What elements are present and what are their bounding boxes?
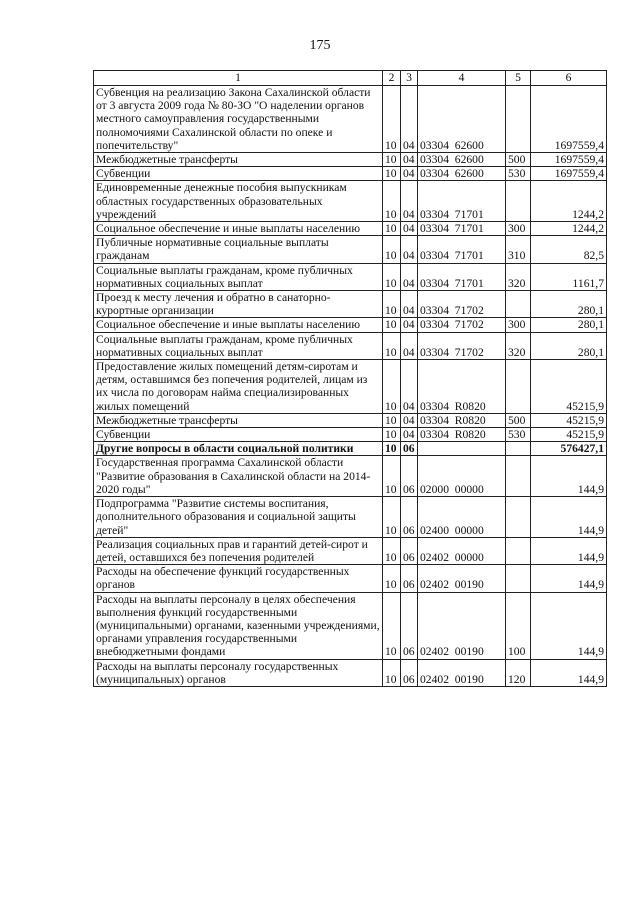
expense-name-cell: Единовременные денежные пособия выпускникам областных государственных образовательных учреждений <box>94 181 383 222</box>
expense-name-cell: Субвенции <box>94 167 383 181</box>
subsection-code-cell: 04 <box>401 360 418 414</box>
target-article-cell: 03304 71701 <box>418 181 506 222</box>
target-article-cell: 03304 R0820 <box>418 360 506 414</box>
column-header: 6 <box>531 71 607 86</box>
section-code-cell: 10 <box>383 442 401 456</box>
column-header: 1 <box>94 71 383 86</box>
table-row <box>94 428 607 442</box>
table-row <box>94 153 607 167</box>
target-article-cell: 02402 00000 <box>418 537 506 564</box>
table-row <box>94 291 607 318</box>
column-header: 5 <box>506 71 531 86</box>
target-article-cell: 03304 R0820 <box>418 413 506 427</box>
amount-cell: 576427,1 <box>531 442 607 456</box>
table-row <box>94 659 607 686</box>
target-article-cell: 03304 R0820 <box>418 428 506 442</box>
amount-cell: 45215,9 <box>531 413 607 427</box>
amount-cell: 144,9 <box>531 456 607 497</box>
section-code-cell: 10 <box>383 537 401 564</box>
amount-cell: 45215,9 <box>531 360 607 414</box>
expense-name-cell: Социальные выплаты гражданам, кроме публичных нормативных социальных выплат <box>94 263 383 290</box>
expense-name-cell: Проезд к месту лечения и обратно в санаторно-курортные организации <box>94 291 383 318</box>
section-code-cell: 10 <box>383 497 401 538</box>
subsection-code-cell: 06 <box>401 442 418 456</box>
section-code-cell: 10 <box>383 456 401 497</box>
subsection-code-cell: 04 <box>401 86 418 153</box>
expense-type-cell: 300 <box>506 222 531 236</box>
amount-cell: 144,9 <box>531 659 607 686</box>
section-code-cell: 10 <box>383 360 401 414</box>
amount-cell: 1161,7 <box>531 263 607 290</box>
expense-type-cell: 530 <box>506 167 531 181</box>
amount-cell: 280,1 <box>531 332 607 359</box>
expense-name-cell: Субвенция на реализацию Закона Сахалинской области от 3 августа 2009 года № 80-ЗО "О наделении органов местного самоуправления государственными полномочиями Сахалинской области по опеке и попечительству" <box>94 86 383 153</box>
column-header: 2 <box>383 71 401 86</box>
subsection-code-cell: 06 <box>401 565 418 592</box>
section-code-cell: 10 <box>383 413 401 427</box>
target-article-cell: 03304 62600 <box>418 86 506 153</box>
target-article-cell: 03304 71701 <box>418 263 506 290</box>
budget-table <box>93 70 607 687</box>
expense-name-cell: Государственная программа Сахалинской области "Развитие образования в Сахалинской области на 2014-2020 годы" <box>94 456 383 497</box>
expense-name-cell: Субвенции <box>94 428 383 442</box>
expense-type-cell <box>506 181 531 222</box>
expense-type-cell: 120 <box>506 659 531 686</box>
target-article-cell: 03304 71702 <box>418 332 506 359</box>
budget-table-body <box>94 86 607 687</box>
subsection-code-cell: 06 <box>401 497 418 538</box>
table-row <box>94 456 607 497</box>
expense-type-cell: 300 <box>506 318 531 332</box>
section-code-cell: 10 <box>383 86 401 153</box>
subsection-code-cell: 06 <box>401 456 418 497</box>
subsection-code-cell: 06 <box>401 537 418 564</box>
target-article-cell: 02402 00190 <box>418 659 506 686</box>
subsection-code-cell: 04 <box>401 332 418 359</box>
subsection-code-cell: 04 <box>401 167 418 181</box>
table-row <box>94 222 607 236</box>
subsection-code-cell: 04 <box>401 181 418 222</box>
amount-cell: 1697559,4 <box>531 167 607 181</box>
subsection-code-cell: 04 <box>401 318 418 332</box>
expense-type-cell: 530 <box>506 428 531 442</box>
section-code-cell: 10 <box>383 236 401 263</box>
target-article-cell: 03304 71701 <box>418 222 506 236</box>
amount-cell: 144,9 <box>531 537 607 564</box>
expense-name-cell: Другие вопросы в области социальной политики <box>94 442 383 456</box>
amount-cell: 144,9 <box>531 592 607 659</box>
amount-cell: 1697559,4 <box>531 86 607 153</box>
amount-cell: 45215,9 <box>531 428 607 442</box>
subsection-code-cell: 06 <box>401 592 418 659</box>
section-code-cell: 10 <box>383 263 401 290</box>
expense-name-cell: Реализация социальных прав и гарантий детей-сирот и детей, оставшихся без попечения родителей <box>94 537 383 564</box>
expense-type-cell <box>506 456 531 497</box>
expense-name-cell: Предоставление жилых помещений детям-сиротам и детям, оставшимся без попечения родителей, лицам из их числа по договорам найма специализированных жилых помещений <box>94 360 383 414</box>
expense-type-cell <box>506 291 531 318</box>
expense-type-cell: 100 <box>506 592 531 659</box>
target-article-cell: 02000 00000 <box>418 456 506 497</box>
expense-type-cell: 500 <box>506 153 531 167</box>
expense-name-cell: Межбюджетные трансферты <box>94 413 383 427</box>
expense-type-cell <box>506 86 531 153</box>
column-header: 4 <box>418 71 506 86</box>
section-code-cell: 10 <box>383 428 401 442</box>
expense-name-cell: Публичные нормативные социальные выплаты гражданам <box>94 236 383 263</box>
target-article-cell: 02400 00000 <box>418 497 506 538</box>
expense-type-cell <box>506 537 531 564</box>
subsection-code-cell: 06 <box>401 659 418 686</box>
table-row <box>94 263 607 290</box>
target-article-cell <box>418 442 506 456</box>
amount-cell: 1244,2 <box>531 222 607 236</box>
table-row <box>94 236 607 263</box>
amount-cell: 144,9 <box>531 497 607 538</box>
subsection-code-cell: 04 <box>401 263 418 290</box>
target-article-cell: 02402 00190 <box>418 592 506 659</box>
expense-type-cell <box>506 442 531 456</box>
amount-cell: 144,9 <box>531 565 607 592</box>
page-number: 175 <box>309 38 331 53</box>
amount-cell: 280,1 <box>531 318 607 332</box>
subsection-code-cell: 04 <box>401 236 418 263</box>
table-row <box>94 497 607 538</box>
table-row <box>94 537 607 564</box>
table-row <box>94 332 607 359</box>
table-row <box>94 442 607 456</box>
section-code-cell: 10 <box>383 222 401 236</box>
expense-name-cell: Социальное обеспечение и иные выплаты населению <box>94 318 383 332</box>
expense-name-cell: Социальные выплаты гражданам, кроме публичных нормативных социальных выплат <box>94 332 383 359</box>
expense-name-cell: Расходы на выплаты персоналу в целях обеспечения выполнения функций государственными (муниципальными) органами, казенными учреждениями, органами управления государственными внебюджетными фондами <box>94 592 383 659</box>
amount-cell: 1697559,4 <box>531 153 607 167</box>
column-number-row <box>94 71 607 86</box>
expense-name-cell: Межбюджетные трансферты <box>94 153 383 167</box>
target-article-cell: 03304 62600 <box>418 153 506 167</box>
table-row <box>94 318 607 332</box>
section-code-cell: 10 <box>383 565 401 592</box>
section-code-cell: 10 <box>383 291 401 318</box>
target-article-cell: 03304 71702 <box>418 318 506 332</box>
subsection-code-cell: 04 <box>401 413 418 427</box>
amount-cell: 82,5 <box>531 236 607 263</box>
amount-cell: 1244,2 <box>531 181 607 222</box>
expense-name-cell: Расходы на выплаты персоналу государственных (муниципальных) органов <box>94 659 383 686</box>
expense-name-cell: Социальное обеспечение и иные выплаты населению <box>94 222 383 236</box>
expense-name-cell: Подпрограмма "Развитие системы воспитания, дополнительного образования и социальной защиты детей" <box>94 497 383 538</box>
amount-cell: 280,1 <box>531 291 607 318</box>
target-article-cell: 02402 00190 <box>418 565 506 592</box>
table-row <box>94 413 607 427</box>
column-header: 3 <box>401 71 418 86</box>
expense-type-cell <box>506 565 531 592</box>
expense-name-cell: Расходы на обеспечение функций государственных органов <box>94 565 383 592</box>
subsection-code-cell: 04 <box>401 428 418 442</box>
section-code-cell: 10 <box>383 318 401 332</box>
target-article-cell: 03304 71701 <box>418 236 506 263</box>
expense-type-cell <box>506 497 531 538</box>
table-row <box>94 86 607 153</box>
subsection-code-cell: 04 <box>401 153 418 167</box>
section-code-cell: 10 <box>383 332 401 359</box>
subsection-code-cell: 04 <box>401 222 418 236</box>
expense-type-cell: 320 <box>506 332 531 359</box>
table-row <box>94 167 607 181</box>
expense-type-cell: 500 <box>506 413 531 427</box>
subsection-code-cell: 04 <box>401 291 418 318</box>
table-row <box>94 360 607 414</box>
target-article-cell: 03304 62600 <box>418 167 506 181</box>
section-code-cell: 10 <box>383 592 401 659</box>
section-code-cell: 10 <box>383 167 401 181</box>
expense-type-cell <box>506 360 531 414</box>
section-code-cell: 10 <box>383 181 401 222</box>
table-row <box>94 592 607 659</box>
table-row <box>94 181 607 222</box>
expense-type-cell: 310 <box>506 236 531 263</box>
section-code-cell: 10 <box>383 659 401 686</box>
section-code-cell: 10 <box>383 153 401 167</box>
target-article-cell: 03304 71702 <box>418 291 506 318</box>
expense-type-cell: 320 <box>506 263 531 290</box>
table-row <box>94 565 607 592</box>
